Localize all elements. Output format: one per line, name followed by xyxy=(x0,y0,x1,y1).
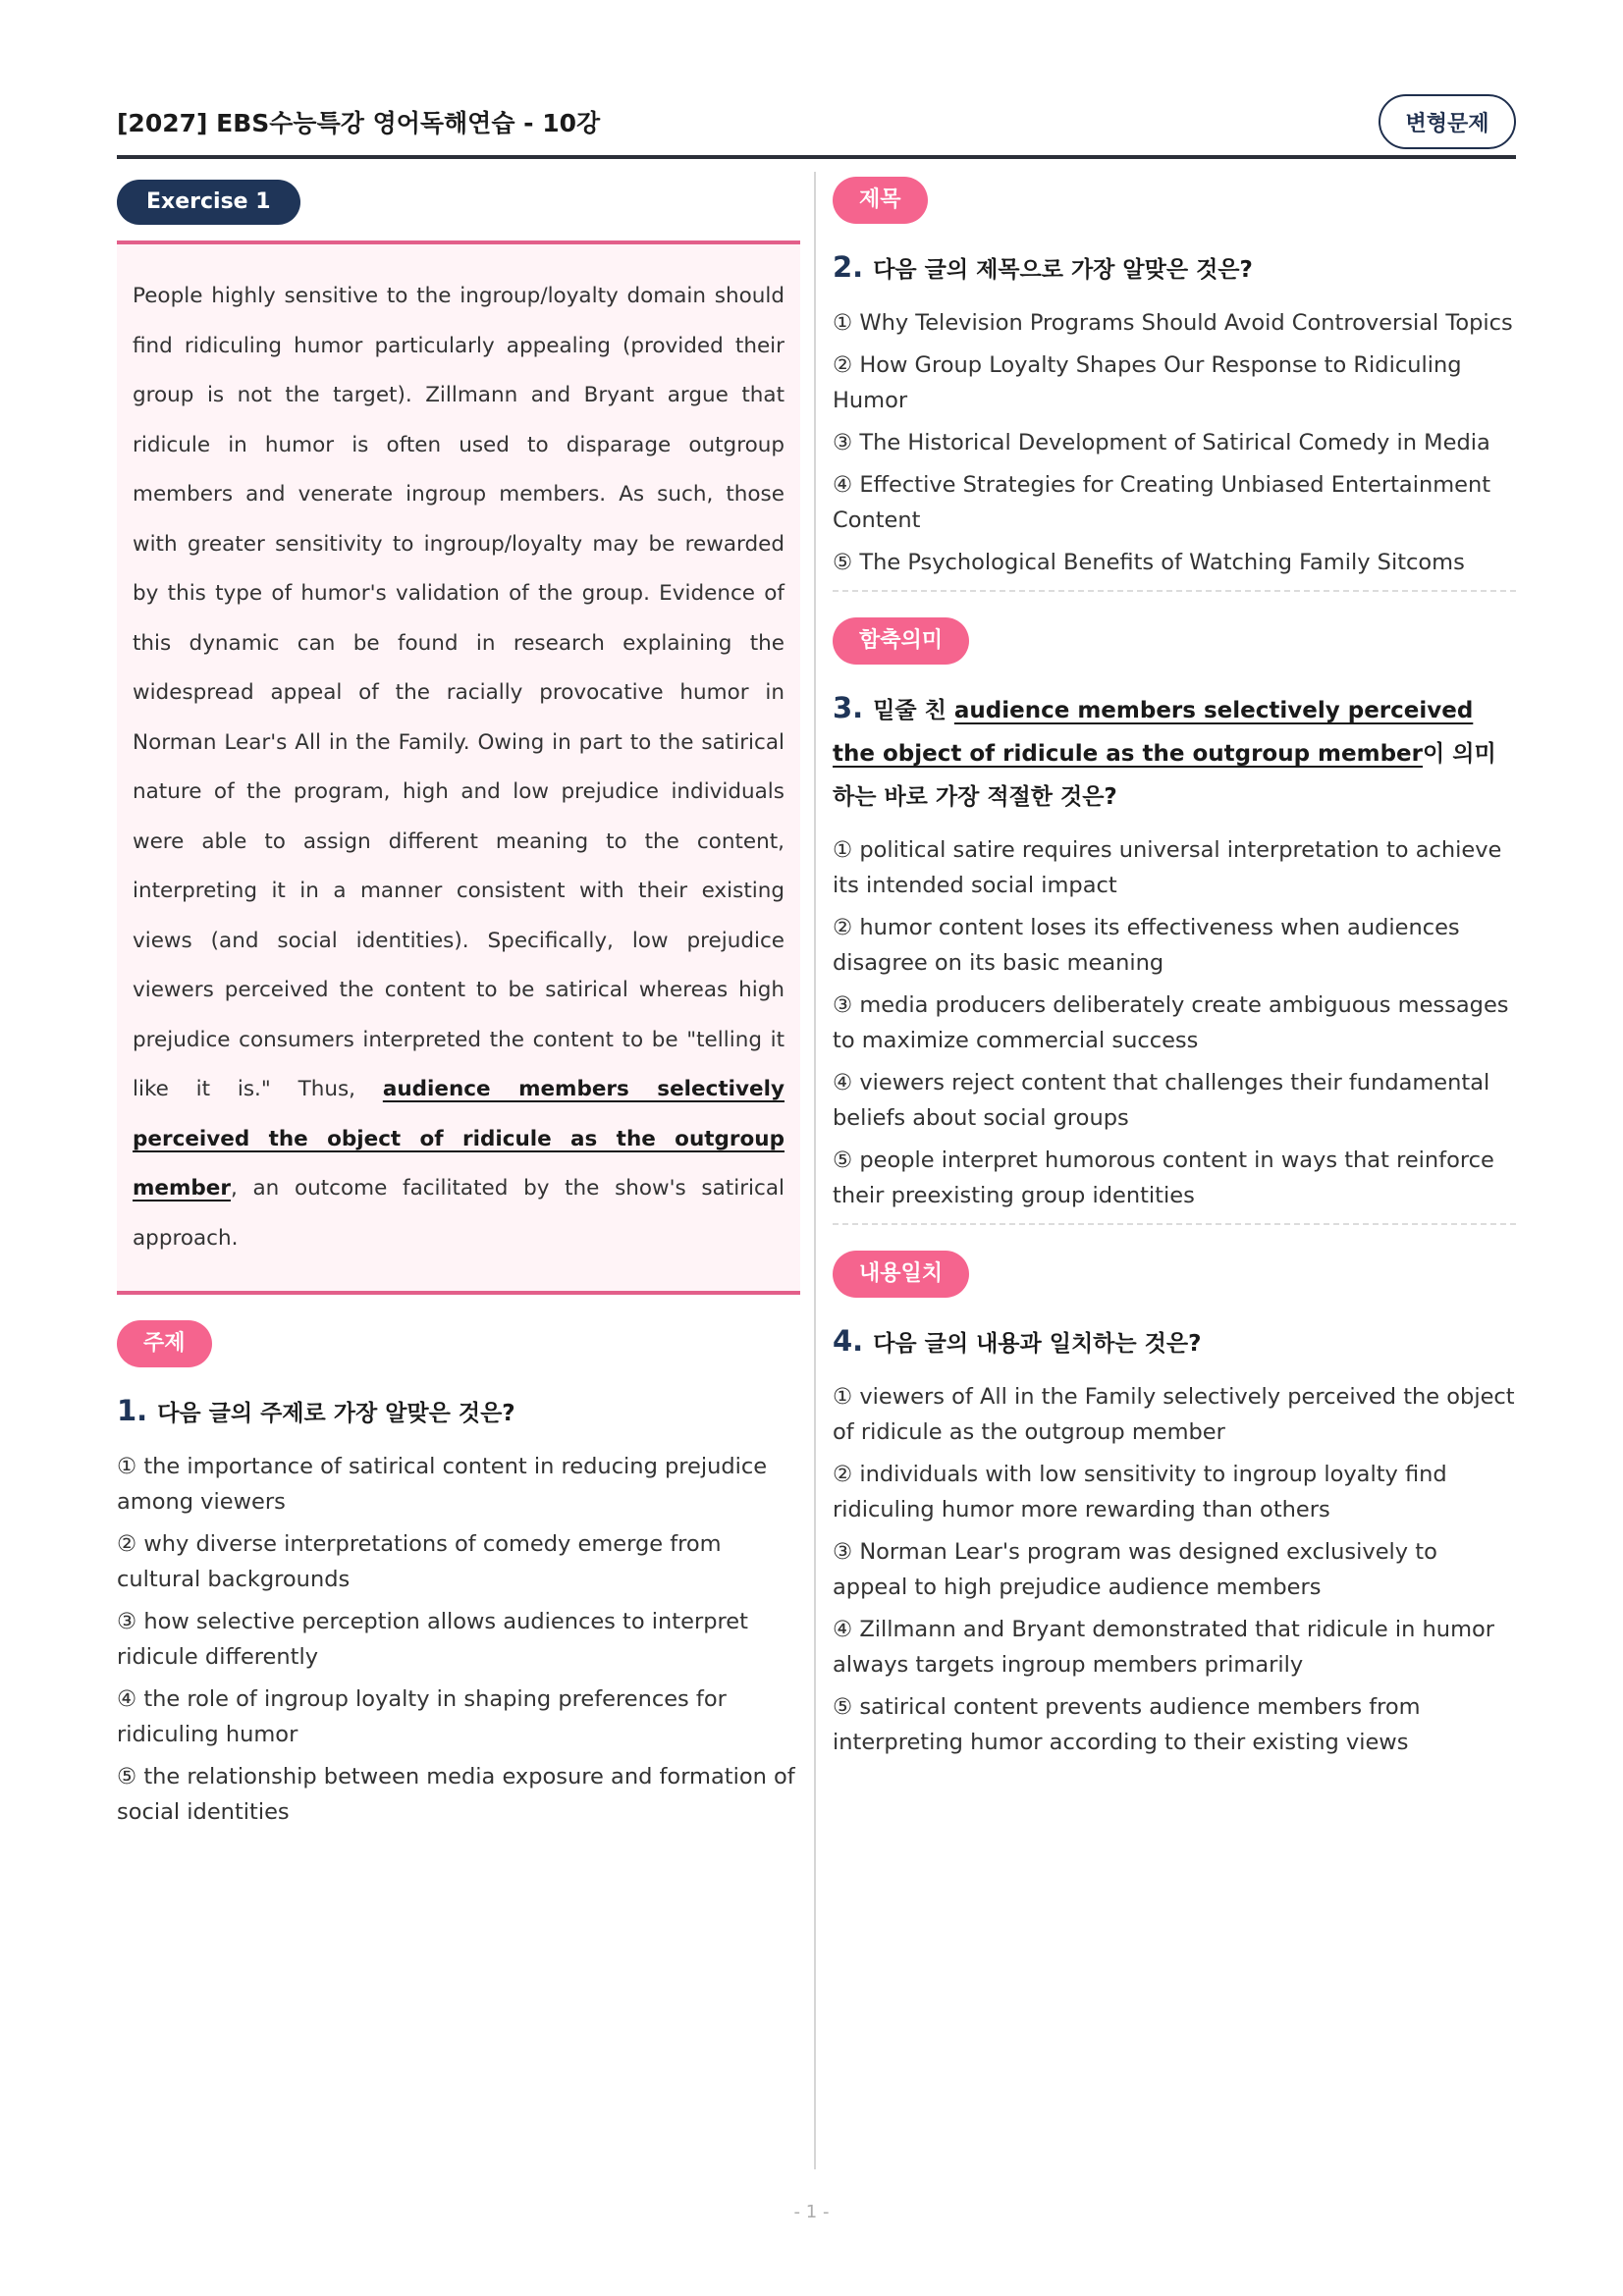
section-divider xyxy=(833,590,1516,592)
passage-text-post: , an outcome facilitated by the show's satirical approach. xyxy=(133,1176,784,1251)
question-tag: 내용일치 xyxy=(833,1251,969,1298)
option-list xyxy=(833,305,1516,580)
page-title: [2027] EBS수능특강 영어독해연습 - 10강 xyxy=(117,109,601,137)
header-divider xyxy=(117,155,1516,159)
option-2[interactable]: ② individuals with low sensitivity to ingroup loyalty find ridiculing humor more rewarding than others xyxy=(833,1462,1447,1522)
right-column xyxy=(833,177,1516,1767)
question-prompt-text: 다음 글의 주제로 가장 알맞은 것은? xyxy=(157,1401,515,1426)
question-number: 3. xyxy=(833,691,864,724)
passage-text xyxy=(133,272,784,1263)
option-1[interactable]: ① viewers of All in the Family selectively perceived the object of ridicule as the outgroup member xyxy=(833,1384,1515,1445)
option-2[interactable]: ② why diverse interpretations of comedy emerge from cultural backgrounds xyxy=(117,1531,722,1592)
option-3[interactable]: ③ media producers deliberately create ambiguous messages to maximize commercial success xyxy=(833,992,1509,1053)
option-3[interactable]: ③ The Historical Development of Satirical Comedy in Media xyxy=(833,430,1490,455)
question-tag: 주제 xyxy=(117,1320,212,1367)
option-4[interactable]: ④ Zillmann and Bryant demonstrated that ridicule in humor always targets ingroup members primarily xyxy=(833,1617,1495,1678)
option-3[interactable]: ③ how selective perception allows audiences to interpret ridicule differently xyxy=(117,1609,748,1670)
question-prompt-pre: 밑줄 친 xyxy=(873,698,954,723)
question-prompt xyxy=(833,1319,1516,1365)
question-number: 4. xyxy=(833,1324,864,1358)
exercise-label: Exercise 1 xyxy=(117,180,300,225)
passage-box xyxy=(117,240,800,1295)
question-underlined-phrase: audience members selectively perceived the object of ridicule as the outgroup member xyxy=(833,698,1474,767)
page-header xyxy=(117,90,1516,159)
column-divider xyxy=(814,172,816,2169)
option-5[interactable]: ⑤ the relationship between media exposure and formation of social identities xyxy=(117,1764,795,1825)
option-4[interactable]: ④ the role of ingroup loyalty in shaping preferences for ridiculing humor xyxy=(117,1686,727,1747)
option-1[interactable]: ① political satire requires universal interpretation to achieve its intended social impact xyxy=(833,837,1502,898)
question-tag: 함축의미 xyxy=(833,617,969,665)
option-4[interactable]: ④ viewers reject content that challenges their fundamental beliefs about social groups xyxy=(833,1070,1490,1131)
variant-badge: 변형문제 xyxy=(1379,94,1516,149)
option-list xyxy=(833,1379,1516,1760)
option-5[interactable]: ⑤ The Psychological Benefits of Watching Family Sitcoms xyxy=(833,550,1465,575)
question-prompt xyxy=(833,686,1516,819)
question-prompt xyxy=(117,1389,800,1435)
question-number: 2. xyxy=(833,250,864,284)
passage-underlined-phrase: audience members selectively perceived the object of ridicule as the outgroup member xyxy=(133,1077,784,1201)
option-4[interactable]: ④ Effective Strategies for Creating Unbiased Entertainment Content xyxy=(833,472,1491,533)
question-1 xyxy=(117,1320,800,1830)
passage-text-pre: People highly sensitive to the ingroup/loyalty domain should find ridiculing humor particularly appealing (provided their group is not the target). Zillmann and Bryant argue that ridicule in humor is often used to disparage outgroup members and venerate ingroup members. As such, those with greater sensitivity to ingroup/loyalty may be rewarded by this type of humor's validation of the group. Evidence of this dynamic can be found in research explaining the widespread appeal of the racially provocative humor in Norman Lear's All in the Family. Owing in part to the satirical nature of the program, high and low prejudice individuals were able to assign different meaning to the content, interpreting it in a manner consistent with their existing views (and social identities). Specifically, low prejudice viewers perceived the content to be satirical whereas high prejudice consumers interpreted the content to be "telling it like it is." Thus, xyxy=(133,284,784,1101)
question-tag: 제목 xyxy=(833,177,928,224)
question-2 xyxy=(833,177,1516,592)
option-1[interactable]: ① the importance of satirical content in reducing prejudice among viewers xyxy=(117,1454,768,1515)
page-number: - 1 - xyxy=(793,2202,830,2222)
option-5[interactable]: ⑤ people interpret humorous content in ways that reinforce their preexisting group identities xyxy=(833,1148,1494,1208)
option-5[interactable]: ⑤ satirical content prevents audience members from interpreting humor according to their existing views xyxy=(833,1694,1421,1755)
question-prompt-text: 다음 글의 내용과 일치하는 것은? xyxy=(873,1331,1202,1357)
option-3[interactable]: ③ Norman Lear's program was designed exclusively to appeal to high prejudice audience members xyxy=(833,1539,1437,1600)
option-2[interactable]: ② humor content loses its effectiveness when audiences disagree on its basic meaning xyxy=(833,915,1460,976)
question-4 xyxy=(833,1251,1516,1760)
option-list xyxy=(117,1449,800,1830)
option-1[interactable]: ① Why Television Programs Should Avoid Controversial Topics xyxy=(833,310,1513,336)
question-number: 1. xyxy=(117,1394,148,1427)
option-2[interactable]: ② How Group Loyalty Shapes Our Response to Ridiculing Humor xyxy=(833,352,1462,413)
question-prompt xyxy=(833,245,1516,292)
section-divider xyxy=(833,1223,1516,1225)
left-column xyxy=(117,180,800,1837)
question-3 xyxy=(833,617,1516,1225)
option-list xyxy=(833,832,1516,1213)
question-prompt-text: 다음 글의 제목으로 가장 알맞은 것은? xyxy=(873,257,1253,283)
question-prompt-post: 이 의미하는 바로 가장 적절한 것은? xyxy=(833,741,1496,810)
